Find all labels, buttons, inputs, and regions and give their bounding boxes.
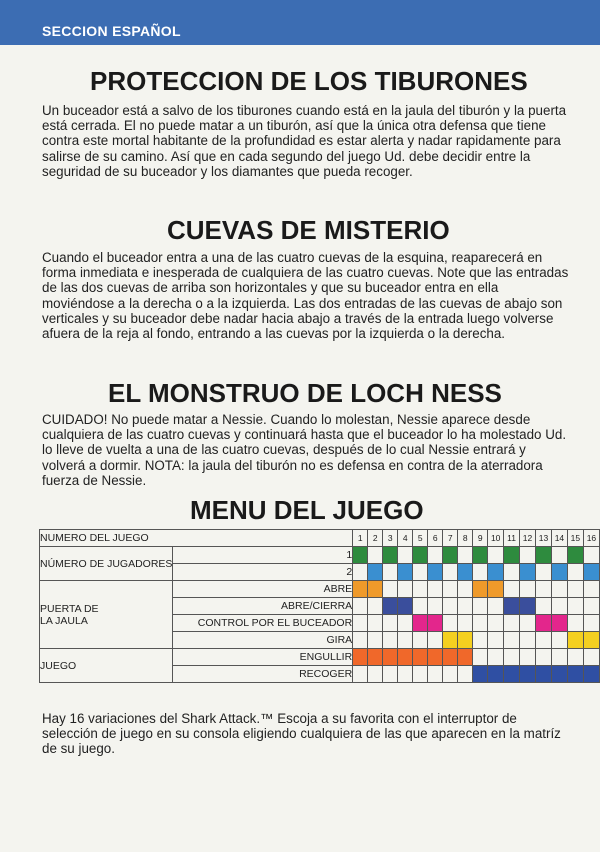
menu-cell [398, 649, 413, 666]
menu-cell [368, 632, 383, 649]
menu-cell [551, 564, 567, 581]
cage-row-abre [40, 581, 600, 598]
menu-cell [567, 615, 583, 632]
menu-cell [413, 666, 428, 683]
menu-cell [567, 649, 583, 666]
players-row-1 [40, 547, 600, 564]
menu-cell [535, 632, 551, 649]
menu-cell [520, 598, 536, 615]
section-body-shark-protection: Un buceador está a salvo de los tiburones cuando está en la jaula del tiburón y la puerta está cerrada. El no puede matar a un tiburón, así que la única otra defensa que tiene contra este mortal habitante de la profundidad es estar alerta y nadar rapidamente para salirse de su camino. Así que en cada segundo del juego Ud. debe decidir entre la seguridad de su buceador y los diamantes que pueda recoger. [42, 103, 567, 179]
menu-cell [398, 581, 413, 598]
menu-cell [473, 615, 488, 632]
menu-cell [473, 649, 488, 666]
section-title-mystery-caves: CUEVAS DE MISTERIO [167, 215, 450, 245]
game-row-engullir [40, 649, 600, 666]
menu-cell [383, 649, 398, 666]
menu-cell [551, 581, 567, 598]
menu-cell [368, 649, 383, 666]
game-number: 16 [583, 530, 599, 547]
game-number: 4 [398, 530, 413, 547]
game-option-engullir: ENGULLIR [173, 649, 353, 666]
game-number: 9 [473, 530, 488, 547]
menu-cell [567, 598, 583, 615]
menu-cell [458, 547, 473, 564]
cage-label-line-2: LA JAULA [40, 614, 88, 627]
menu-cell [428, 666, 443, 683]
menu-cell [583, 598, 599, 615]
menu-cell [535, 564, 551, 581]
players-option-2: 2 [173, 564, 353, 581]
menu-cell [353, 564, 368, 581]
menu-cell [583, 581, 599, 598]
menu-cell [383, 547, 398, 564]
game-number-label: NUMERO DEL JUEGO [40, 530, 353, 547]
game-number: 14 [551, 530, 567, 547]
footer-text: Hay 16 variaciones del Shark Attack.™ Escoja a su favorita con el interruptor de selección de juego en su consola eligiendo cualquiera de las que aparecen en la matríz de su juego. [42, 711, 561, 757]
menu-cell [535, 581, 551, 598]
menu-cell [473, 547, 488, 564]
menu-cell [443, 564, 458, 581]
menu-cell [535, 598, 551, 615]
game-number: 7 [443, 530, 458, 547]
game-number: 13 [535, 530, 551, 547]
menu-cell [567, 547, 583, 564]
menu-cell [413, 581, 428, 598]
menu-cell [443, 581, 458, 598]
menu-cell [428, 615, 443, 632]
menu-cell [398, 632, 413, 649]
menu-cell [520, 547, 536, 564]
menu-cell [520, 632, 536, 649]
players-label: NÚMERO DE JUGADORES [40, 557, 173, 570]
menu-cell [428, 632, 443, 649]
menu-cell [413, 615, 428, 632]
game-number: 8 [458, 530, 473, 547]
menu-cell [413, 632, 428, 649]
menu-cell [383, 666, 398, 683]
menu-cell [398, 666, 413, 683]
game-number: 15 [567, 530, 583, 547]
menu-cell [551, 666, 567, 683]
menu-cell [567, 666, 583, 683]
menu-cell [504, 598, 520, 615]
menu-cell [353, 598, 368, 615]
game-number: 12 [520, 530, 536, 547]
menu-cell [383, 598, 398, 615]
menu-cell [383, 581, 398, 598]
menu-cell [488, 632, 504, 649]
menu-cell [504, 581, 520, 598]
menu-cell [443, 615, 458, 632]
menu-cell [504, 547, 520, 564]
menu-cell [458, 649, 473, 666]
menu-cell [443, 632, 458, 649]
menu-cell [443, 598, 458, 615]
menu-cell [368, 615, 383, 632]
menu-cell [520, 649, 536, 666]
menu-cell [520, 615, 536, 632]
menu-cell [504, 632, 520, 649]
menu-cell [551, 632, 567, 649]
menu-cell [368, 598, 383, 615]
menu-cell [520, 581, 536, 598]
menu-cell [567, 632, 583, 649]
menu-cell [458, 632, 473, 649]
menu-cell [551, 547, 567, 564]
game-number: 5 [413, 530, 428, 547]
menu-cell [368, 564, 383, 581]
menu-cell [458, 598, 473, 615]
game-number: 6 [428, 530, 443, 547]
players-label-cell [40, 547, 173, 581]
menu-cell [413, 547, 428, 564]
section-body-loch-ness: CUIDADO! No puede matar a Nessie. Cuando lo molestan, Nessie aparece desde cualquiera de las cuatro cuevas y continuará hasta que el buceador lo ha molestado Ud. lo lleve de vuelta a una de las cuatro cuevas, después de lo cual Nessie entrará y volverá a dormir. NOTA: la jaula del tiburón no es defensa en contra de la aterradora fuerza de Nessie. [42, 412, 567, 488]
game-label-cell [40, 649, 173, 683]
game-number: 11 [504, 530, 520, 547]
menu-cell [443, 649, 458, 666]
menu-cell [413, 649, 428, 666]
menu-cell [428, 547, 443, 564]
menu-cell [504, 564, 520, 581]
menu-cell [567, 564, 583, 581]
menu-cell [535, 547, 551, 564]
menu-cell [520, 564, 536, 581]
menu-cell [383, 615, 398, 632]
menu-cell [583, 615, 599, 632]
menu-cell [353, 547, 368, 564]
menu-cell [551, 598, 567, 615]
cage-option-control: CONTROL POR EL BUCEADOR [173, 615, 353, 632]
menu-cell [551, 649, 567, 666]
menu-cell [473, 581, 488, 598]
menu-cell [383, 632, 398, 649]
menu-cell [353, 649, 368, 666]
menu-cell [368, 547, 383, 564]
game-number: 1 [353, 530, 368, 547]
menu-cell [504, 615, 520, 632]
menu-cell [413, 564, 428, 581]
menu-cell [398, 598, 413, 615]
menu-cell [535, 649, 551, 666]
menu-cell [488, 666, 504, 683]
section-title-loch-ness: EL MONSTRUO DE LOCH NESS [108, 378, 502, 408]
menu-cell [428, 564, 443, 581]
menu-cell [504, 666, 520, 683]
menu-cell [473, 598, 488, 615]
menu-cell [353, 615, 368, 632]
game-label: JUEGO [40, 659, 77, 672]
menu-cell [488, 564, 504, 581]
menu-cell [383, 564, 398, 581]
menu-cell [583, 666, 599, 683]
menu-cell [473, 666, 488, 683]
menu-cell [473, 632, 488, 649]
menu-title: MENU DEL JUEGO [190, 495, 424, 525]
menu-cell [488, 581, 504, 598]
menu-cell [413, 598, 428, 615]
menu-cell [458, 666, 473, 683]
cage-label-cell [40, 581, 173, 649]
menu-cell [551, 615, 567, 632]
menu-cell [398, 547, 413, 564]
menu-cell [535, 666, 551, 683]
menu-cell [443, 547, 458, 564]
menu-cell [428, 649, 443, 666]
menu-cell [368, 666, 383, 683]
cage-option-abre: ABRE [173, 581, 353, 598]
section-label: SECCION ESPAÑOL [42, 23, 181, 39]
menu-cell [583, 632, 599, 649]
menu-cell [473, 564, 488, 581]
menu-cell [488, 615, 504, 632]
menu-cell [458, 564, 473, 581]
game-menu-table [39, 529, 600, 683]
section-title-shark-protection: PROTECCION DE LOS TIBURONES [90, 66, 528, 96]
game-number: 3 [383, 530, 398, 547]
menu-cell [443, 666, 458, 683]
menu-cell [458, 615, 473, 632]
menu-cell [583, 564, 599, 581]
menu-cell [353, 632, 368, 649]
menu-cell [353, 666, 368, 683]
game-number: 10 [488, 530, 504, 547]
menu-cell [520, 666, 536, 683]
menu-cell [488, 598, 504, 615]
menu-cell [398, 564, 413, 581]
menu-cell [428, 581, 443, 598]
menu-cell [458, 581, 473, 598]
section-body-mystery-caves: Cuando el buceador entra a una de las cuatro cuevas de la esquina, reaparecerá en forma inmediata e inesperada de cualquiera de las cuatro cuevas. Note que las entradas de las dos cuevas de arriba son horizontales y que su buceador entra en ella moviéndose a la derecha o a la izquierda. Las dos entradas de las cuevas de abajo son verticales y su buceador debe nadar hacia abajo a través de la entrada luego volverse afuera de la reja al fondo, entrando a las cuevas por la izquierda o la derecha. [42, 250, 569, 342]
menu-cell [535, 615, 551, 632]
menu-cell [368, 581, 383, 598]
menu-cell [398, 615, 413, 632]
game-number-row [40, 530, 600, 547]
cage-option-abre-cierra: ABRE/CIERRA [173, 598, 353, 615]
menu-cell [428, 598, 443, 615]
players-option-1: 1 [173, 547, 353, 564]
menu-cell [488, 547, 504, 564]
cage-option-gira: GIRA [173, 632, 353, 649]
game-option-recoger: RECOGER [173, 666, 353, 683]
menu-cell [504, 649, 520, 666]
menu-cell [583, 547, 599, 564]
menu-cell [583, 649, 599, 666]
game-number: 2 [368, 530, 383, 547]
menu-cell [353, 581, 368, 598]
menu-cell [488, 649, 504, 666]
cage-label-line-1: PUERTA DE [40, 602, 99, 615]
menu-cell [567, 581, 583, 598]
